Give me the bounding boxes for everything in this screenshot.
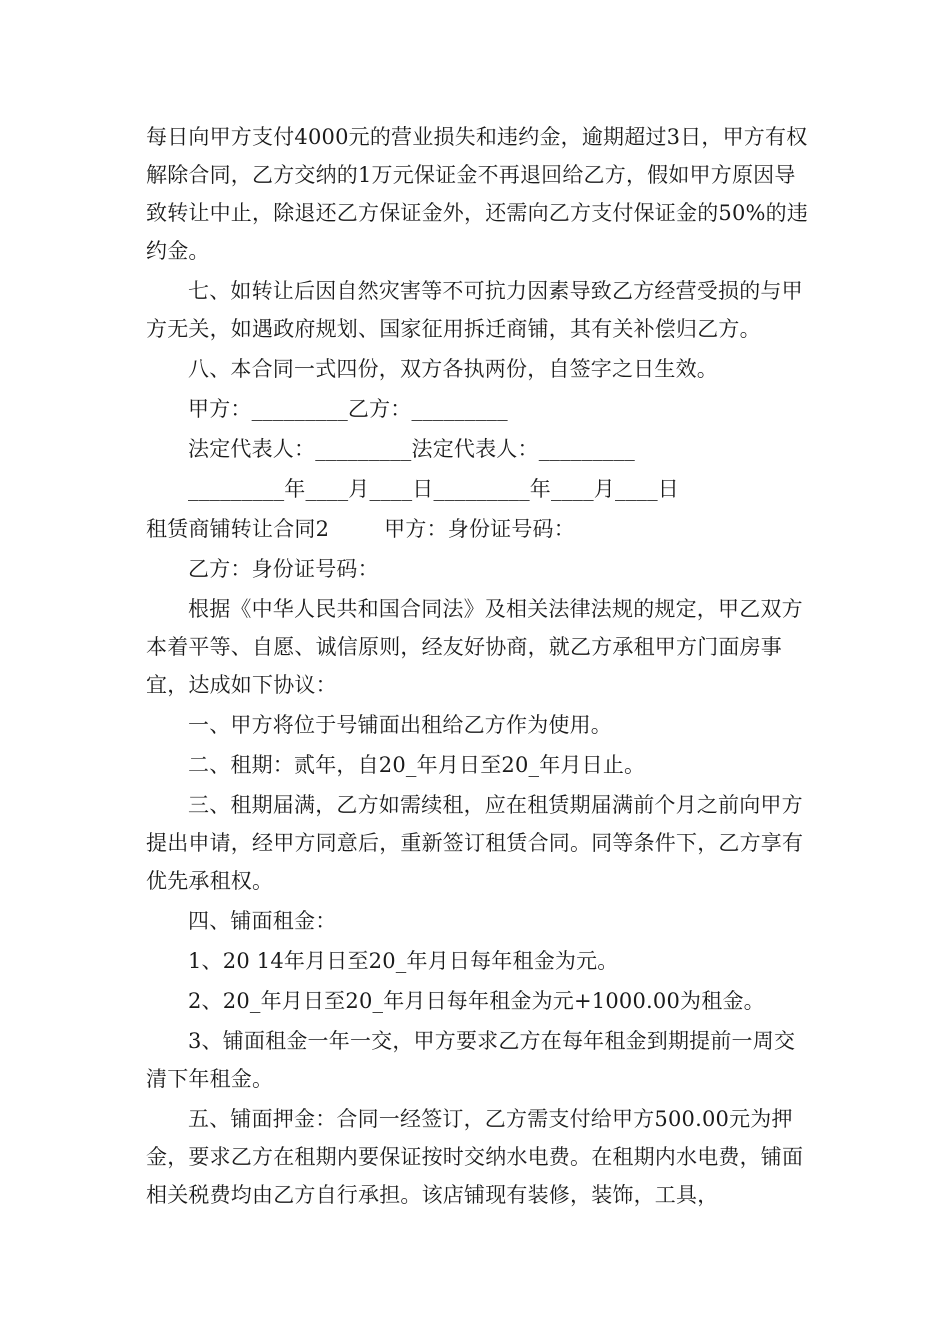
signature-date-line: _________年____月____日_________年____月____日 (188, 477, 679, 501)
paragraph-clause-4: 四、铺面租金： (188, 909, 337, 933)
document-body (146, 118, 811, 1216)
paragraph-rent-item-1: 1、20 14年月日至20_年月日每年租金为元。 (188, 949, 619, 973)
paragraph-clause-5: 五、铺面押金：合同一经签订，乙方需支付给甲方500.00元为押金，要求乙方在租期内要保证按时交纳水电费。在租期内水电费，铺面相关税费均由乙方自行承担。该店铺现有装修，装饰，工具， (146, 1107, 804, 1207)
paragraph-rent-item-3: 3、铺面租金一年一交，甲方要求乙方在每年租金到期提前一周交清下年租金。 (146, 1029, 796, 1091)
contract-2-heading: 租赁商铺转让合同2 甲方：身份证号码： (146, 517, 575, 541)
signature-parties-line: 甲方：_________乙方：_________ (188, 397, 508, 421)
paragraph-clause-7: 七、如转让后因自然灾害等不可抗力因素导致乙方经营受损的与甲方无关，如遇政府规划、国家征用拆迁商铺，其有关补偿归乙方。 (146, 279, 803, 341)
paragraph-penalty: 每日向甲方支付4000元的营业损失和违约金，逾期超过3日，甲方有权解除合同，乙方交纳的1万元保证金不再退回给乙方，假如甲方原因导致转让中止，除退还乙方保证金外，还需向乙方支付保证金的50%的违约金。 (146, 125, 809, 263)
paragraph-clause-8: 八、本合同一式四份，双方各执两份，自签字之日生效。 (188, 357, 718, 381)
signature-representatives-line: 法定代表人：_________法定代表人：_________ (188, 437, 635, 461)
paragraph-rent-item-2: 2、20_年月日至20_年月日每年租金为元+1000.00为租金。 (188, 989, 765, 1013)
paragraph-preamble: 根据《中华人民共和国合同法》及相关法律法规的规定，甲乙双方本着平等、自愿、诚信原则，经友好协商，就乙方承租甲方门面房事宜，达成如下协议： (146, 597, 803, 697)
paragraph-clause-2: 二、租期：贰年，自20_年月日至20_年月日止。 (188, 753, 646, 777)
paragraph-clause-1: 一、甲方将位于号铺面出租给乙方作为使用。 (188, 713, 612, 737)
party-b-id-line: 乙方：身份证号码： (188, 557, 379, 581)
paragraph-clause-3: 三、租期届满，乙方如需续租，应在租赁期届满前个月之前向甲方提出申请，经甲方同意后，重新签订租赁合同。同等条件下，乙方享有优先承租权。 (146, 793, 804, 893)
